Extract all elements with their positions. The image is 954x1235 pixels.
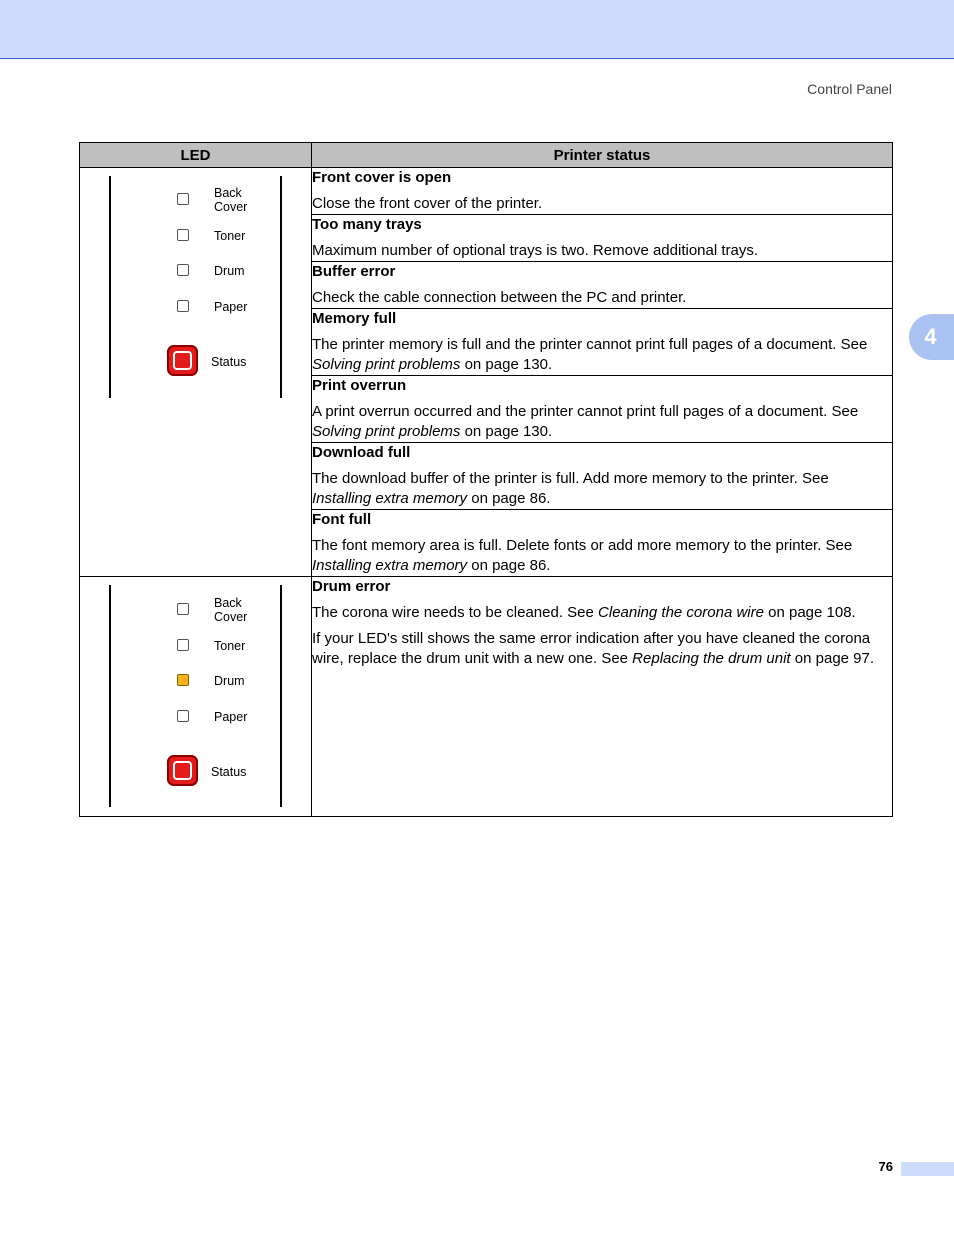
panel-divider-left (109, 176, 111, 398)
entry-title: Font full (312, 511, 372, 528)
entry-body: A print overrun occurred and the printer cannot print full pages of a document. See Solving print problems on page 130. (312, 403, 859, 440)
entry-body: The corona wire needs to be cleaned. See Cleaning the corona wire on page 108. (312, 604, 856, 621)
led-cell-group1 (80, 168, 312, 577)
entry-drum-error (312, 577, 893, 817)
table-row (80, 168, 893, 215)
back-cover-led-off (177, 193, 189, 205)
chapter-number: 4 (924, 324, 937, 349)
chapter-tab[interactable] (909, 314, 954, 360)
led-cell-group2 (80, 577, 312, 817)
cross-reference-link[interactable]: Cleaning the corona wire (598, 604, 764, 621)
entry-too-many-trays (312, 215, 893, 262)
toner-led-off (177, 229, 189, 241)
entry-title: Print overrun (312, 377, 407, 394)
paper-label: Paper (214, 300, 248, 314)
drum-led-off (177, 264, 189, 276)
toner-label: Toner (214, 229, 246, 243)
cross-reference-link[interactable]: Installing extra memory (312, 490, 468, 507)
entry-front-cover-open (312, 168, 893, 215)
cross-reference-link[interactable]: Replacing the drum unit (632, 650, 791, 667)
entry-body: The download buffer of the printer is full. Add more memory to the printer. See Installing extra memory on page 86. (312, 470, 829, 507)
drum-led-yellow (177, 674, 189, 686)
header-led: LED (80, 143, 312, 168)
paper-led-off (177, 710, 189, 722)
back-cover-led-off (177, 603, 189, 615)
drum-label: Drum (214, 264, 245, 278)
entry-body: Close the front cover of the printer. (312, 195, 543, 212)
status-label: Status (211, 765, 247, 779)
entry-buffer-error (312, 262, 893, 309)
drum-label: Drum (214, 674, 245, 688)
toner-label: Toner (214, 639, 246, 653)
paper-led-off (177, 300, 189, 312)
entry-download-full (312, 443, 893, 510)
entry-memory-full (312, 309, 893, 376)
entry-font-full (312, 510, 893, 577)
entry-print-overrun (312, 376, 893, 443)
entry-body: Check the cable connection between the PC and printer. (312, 289, 687, 306)
back-cover-label: Back Cover (214, 596, 248, 624)
back-cover-label: Back Cover (214, 186, 248, 214)
entry-title: Buffer error (312, 263, 396, 280)
cross-reference-link[interactable]: Installing extra memory (312, 557, 468, 574)
status-led-red (167, 755, 198, 786)
footer-band (901, 1162, 954, 1176)
panel-divider-right (280, 585, 282, 807)
entry-title: Front cover is open (312, 169, 452, 186)
section-title: Control Panel (807, 81, 892, 97)
table-row (80, 577, 893, 817)
status-label: Status (211, 355, 247, 369)
led-panel-group1 (80, 176, 311, 398)
led-panel-group2 (80, 585, 311, 807)
cross-reference-link[interactable]: Solving print problems (312, 423, 461, 440)
header-printer-status: Printer status (312, 143, 893, 168)
panel-divider-left (109, 585, 111, 807)
entry-body: If your LED's still shows the same error indication after you have cleaned the corona wire, replace the drum unit with a new one. See Replacing the drum unit on page 97. (312, 630, 875, 667)
page-number: 76 (878, 1159, 893, 1174)
entry-title: Drum error (312, 578, 391, 595)
entry-body: Maximum number of optional trays is two. Remove additional trays. (312, 242, 759, 259)
entry-body: The printer memory is full and the printer cannot print full pages of a document. See Solving print problems on page 130. (312, 336, 868, 373)
entry-title: Download full (312, 444, 411, 461)
entry-body: The font memory area is full. Delete fonts or add more memory to the printer. See Installing extra memory on page 86. (312, 537, 853, 574)
header-band (0, 0, 954, 59)
entry-title: Memory full (312, 310, 397, 327)
toner-led-off (177, 639, 189, 651)
paper-label: Paper (214, 710, 248, 724)
entry-title: Too many trays (312, 216, 422, 233)
panel-divider-right (280, 176, 282, 398)
table-header-row (80, 143, 893, 168)
cross-reference-link[interactable]: Solving print problems (312, 356, 461, 373)
led-status-table (79, 142, 893, 817)
status-led-red (167, 345, 198, 376)
